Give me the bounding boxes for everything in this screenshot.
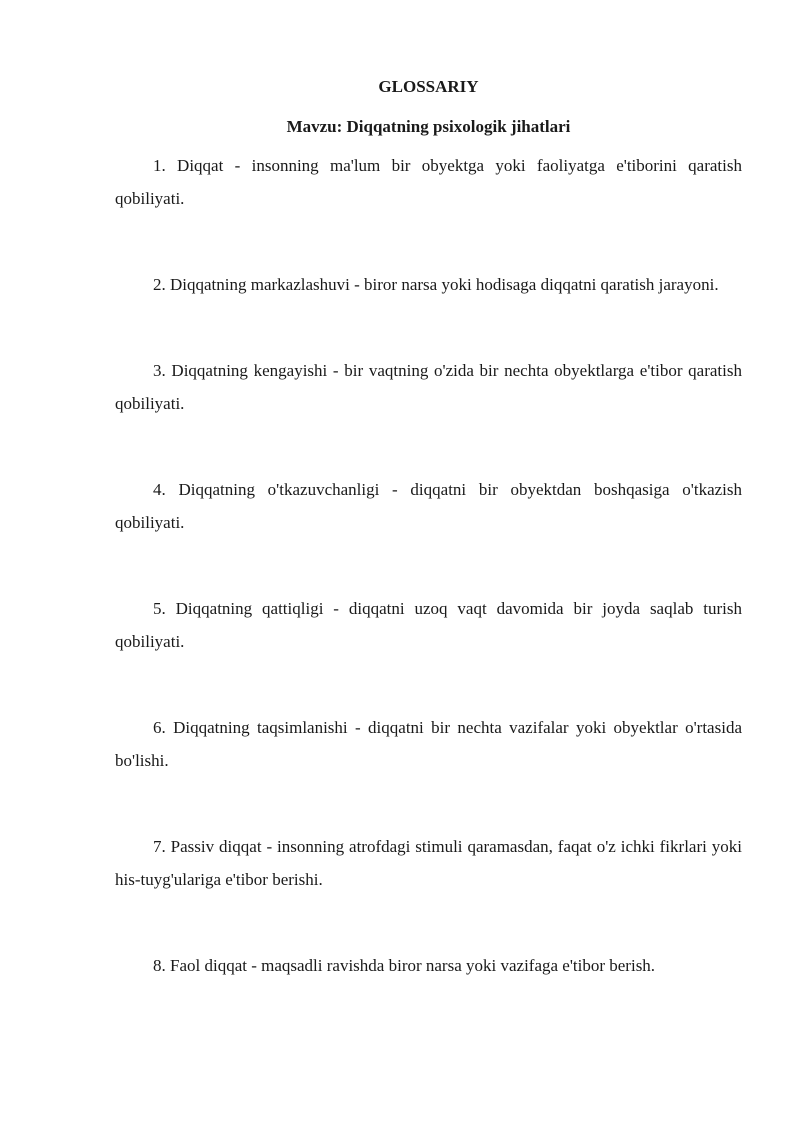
document-title: GLOSSARIY [378, 77, 479, 96]
glossary-entry: 3. Diqqatning kengayishi - bir vaqtning o'zida bir nechta obyektlarga e'tibor qaratish qobiliyati. [115, 361, 742, 413]
glossary-entry: 8. Faol diqqat - maqsadli ravishda biror narsa yoki vazifaga e'tibor berish. [153, 956, 656, 975]
glossary-entry: 2. Diqqatning markazlashuvi - biror narsa yoki hodisaga diqqatni qaratish jarayoni. [153, 275, 719, 294]
glossary-entry: 6. Diqqatning taqsimlanishi - diqqatni bir nechta vazifalar yoki obyektlar o'rtasida bo'lishi. [115, 718, 742, 770]
glossary-entry: 7. Passiv diqqat - insonning atrofdagi stimuli qaramasdan, faqat o'z ichki fikrlari yoki his-tuyg'ulariga e'tibor berishi. [115, 837, 742, 889]
document-subtitle: Mavzu: Diqqatning psixologik jihatlari [286, 117, 571, 136]
glossary-entry: 4. Diqqatning o'tkazuvchanligi - diqqatni bir obyektdan boshqasiga o'tkazish qobiliyati. [115, 480, 742, 532]
glossary-entry: 1. Diqqat - insonning ma'lum bir obyektga yoki faoliyatga e'tiborini qaratish qobiliyati. [115, 156, 742, 208]
glossary-entry: 5. Diqqatning qattiqligi - diqqatni uzoq vaqt davomida bir joyda saqlab turish qobiliyati. [115, 599, 742, 651]
document-page [115, 74, 742, 982]
glossary-list [115, 149, 742, 982]
